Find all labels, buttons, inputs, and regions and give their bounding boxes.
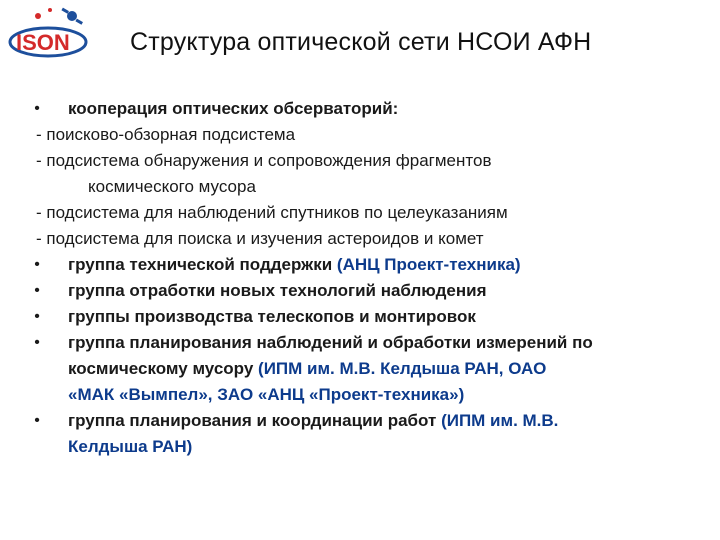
- logo-text: ISON: [16, 30, 70, 55]
- item-text: кооперация оптических обсерваторий:: [68, 99, 399, 118]
- item-org-text: (АНЦ Проект-техника): [336, 255, 521, 274]
- item-text: группа отработки новых технологий наблюдения: [68, 281, 487, 300]
- list-item: [24, 408, 704, 434]
- sub-item-continuation: [24, 174, 704, 200]
- sub-item: [24, 200, 704, 226]
- bullet-icon: •: [34, 100, 40, 117]
- bullet-icon: •: [34, 412, 40, 429]
- item-text: группа планирования наблюдений и обработки измерений по: [68, 333, 593, 352]
- sub-item-text: - подсистема для поиска и изучения астероидов и комет: [36, 229, 484, 248]
- slide-content: [24, 96, 704, 460]
- list-item-continuation: [24, 434, 704, 460]
- list-item: [24, 304, 704, 330]
- sub-item-text: космического мусора: [88, 177, 256, 196]
- item-text: группа планирования и координации работ: [68, 411, 437, 430]
- item-org-text: (ИПМ им. М.В. Келдыша РАН, ОАО: [258, 359, 547, 378]
- list-item-continuation: [24, 382, 704, 408]
- bullet-icon: •: [34, 308, 40, 325]
- list-item: [24, 252, 704, 278]
- sub-item-text: - подсистема обнаружения и сопровождения фрагментов: [36, 151, 492, 170]
- sub-item-text: - поисково-обзорная подсистема: [36, 125, 296, 144]
- list-item: [24, 96, 704, 122]
- item-text: группы производства телескопов и монтировок: [68, 307, 476, 326]
- ison-logo: [6, 4, 90, 66]
- item-org-text: Келдыша РАН): [68, 437, 193, 456]
- list-item: [24, 278, 704, 304]
- ison-logo-graphic: [6, 4, 90, 66]
- list-item: [24, 330, 704, 356]
- bullet-icon: •: [34, 334, 40, 351]
- page-title: Структура оптической сети НСОИ АФН: [130, 28, 592, 56]
- item-org-text: (ИПМ им. М.В.: [441, 411, 559, 430]
- item-text: группа технической поддержки: [68, 255, 333, 274]
- item-org-text: «МАК «Вымпел», ЗАО «АНЦ «Проект-техника»): [68, 385, 465, 404]
- sub-item: [24, 148, 704, 174]
- list-item-continuation: [24, 356, 704, 382]
- item-text: космическому мусору: [68, 359, 254, 378]
- sub-item: [24, 226, 704, 252]
- bullet-icon: •: [34, 256, 40, 273]
- bullet-icon: •: [34, 282, 40, 299]
- sub-item: [24, 122, 704, 148]
- sub-item-text: - подсистема для наблюдений спутников по целеуказаниям: [36, 203, 508, 222]
